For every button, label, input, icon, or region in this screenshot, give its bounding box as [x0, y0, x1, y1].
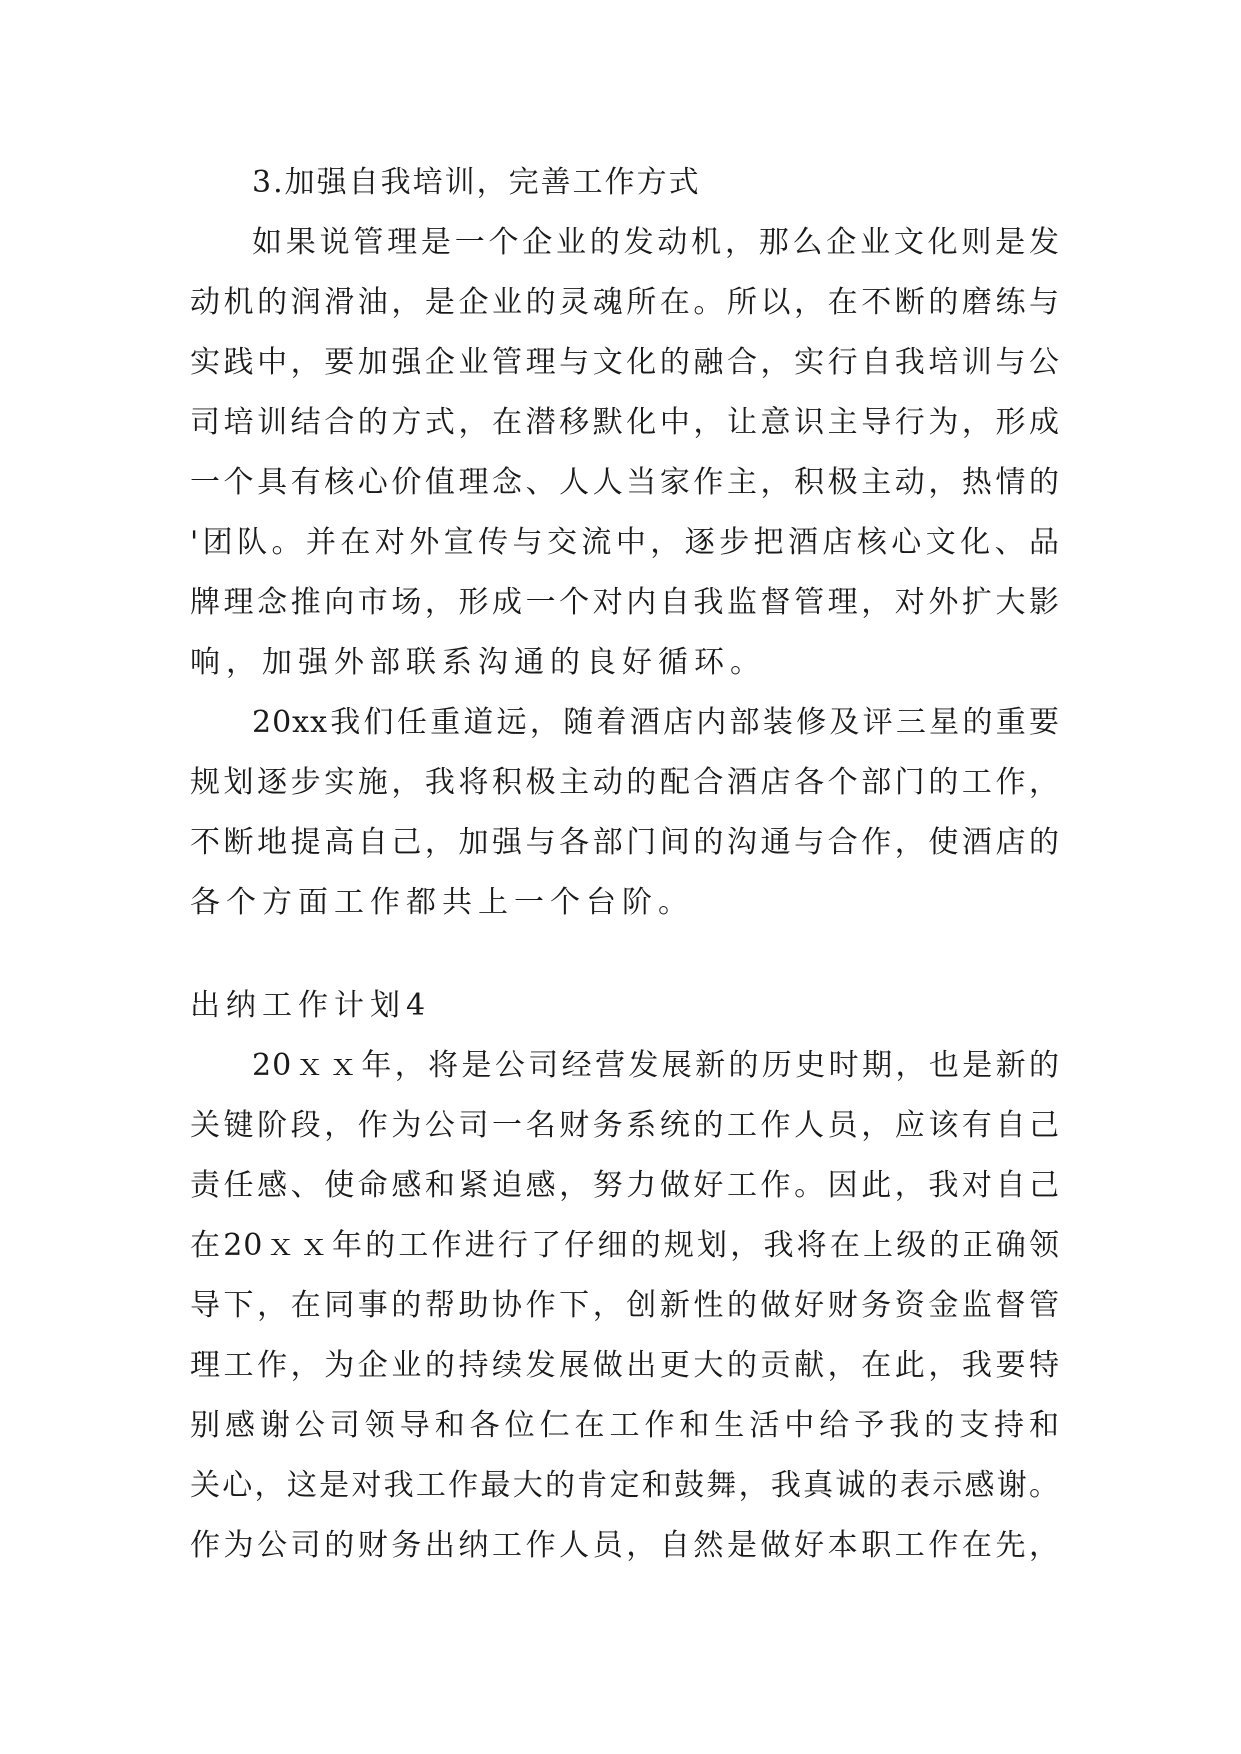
paragraph-line: 20xx我们任重道远，随着酒店内部装修及评三星的重要 [252, 705, 1060, 740]
paragraph-line: 理工作，为企业的持续发展做出更大的贡献，在此，我要特 [190, 1348, 1060, 1383]
paragraph-line: 一个具有核心价值理念、人人当家作主，积极主动，热情的 [190, 465, 1060, 500]
paragraph-line: 导下，在同事的帮助协作下，创新性的做好财务资金监督管 [190, 1288, 1060, 1323]
paragraph-line: 责任感、使命感和紧迫感，努力做好工作。因此，我对自己 [190, 1168, 1060, 1203]
paragraph-line: 别感谢公司领导和各位仁在工作和生活中给予我的支持和 [190, 1408, 1060, 1443]
paragraph-line: 如果说管理是一个企业的发动机，那么企业文化则是发 [252, 225, 1060, 260]
paragraph-line: 在20ｘｘ年的工作进行了仔细的规划，我将在上级的正确领 [190, 1228, 1060, 1263]
paragraph-line: 关键阶段，作为公司一名财务系统的工作人员，应该有自己 [190, 1108, 1060, 1143]
paragraph-line: 响，加强外部联系沟通的良好循环。 [190, 645, 766, 680]
paragraph-line: 不断地提高自己，加强与各部门间的沟通与合作，使酒店的 [190, 825, 1060, 860]
paragraph-line: 规划逐步实施，我将积极主动的配合酒店各个部门的工作， [190, 765, 1060, 800]
paragraph-line: 作为公司的财务出纳工作人员，自然是做好本职工作在先， [190, 1528, 1060, 1563]
paragraph-line: 牌理念推向市场，形成一个对内自我监督管理，对外扩大影 [190, 585, 1060, 620]
paragraph-line: 司培训结合的方式，在潜移默化中，让意识主导行为，形成 [190, 405, 1060, 440]
section-heading: 3.加强自我培训，完善工作方式 [252, 165, 701, 200]
paragraph-line: 20ｘｘ年，将是公司经营发展新的历史时期，也是新的 [252, 1048, 1060, 1083]
paragraph-line: 实践中，要加强企业管理与文化的融合，实行自我培训与公 [190, 345, 1060, 380]
section-title: 出纳工作计划4 [190, 988, 432, 1023]
paragraph-line: 动机的润滑油，是企业的灵魂所在。所以，在不断的磨练与 [190, 285, 1060, 320]
paragraph-line: 关心，这是对我工作最大的肯定和鼓舞，我真诚的表示感谢。 [190, 1468, 1060, 1503]
paragraph-line: '团队。并在对外宣传与交流中，逐步把酒店核心文化、品 [190, 525, 1060, 560]
paragraph-line: 各个方面工作都共上一个台阶。 [190, 885, 694, 920]
